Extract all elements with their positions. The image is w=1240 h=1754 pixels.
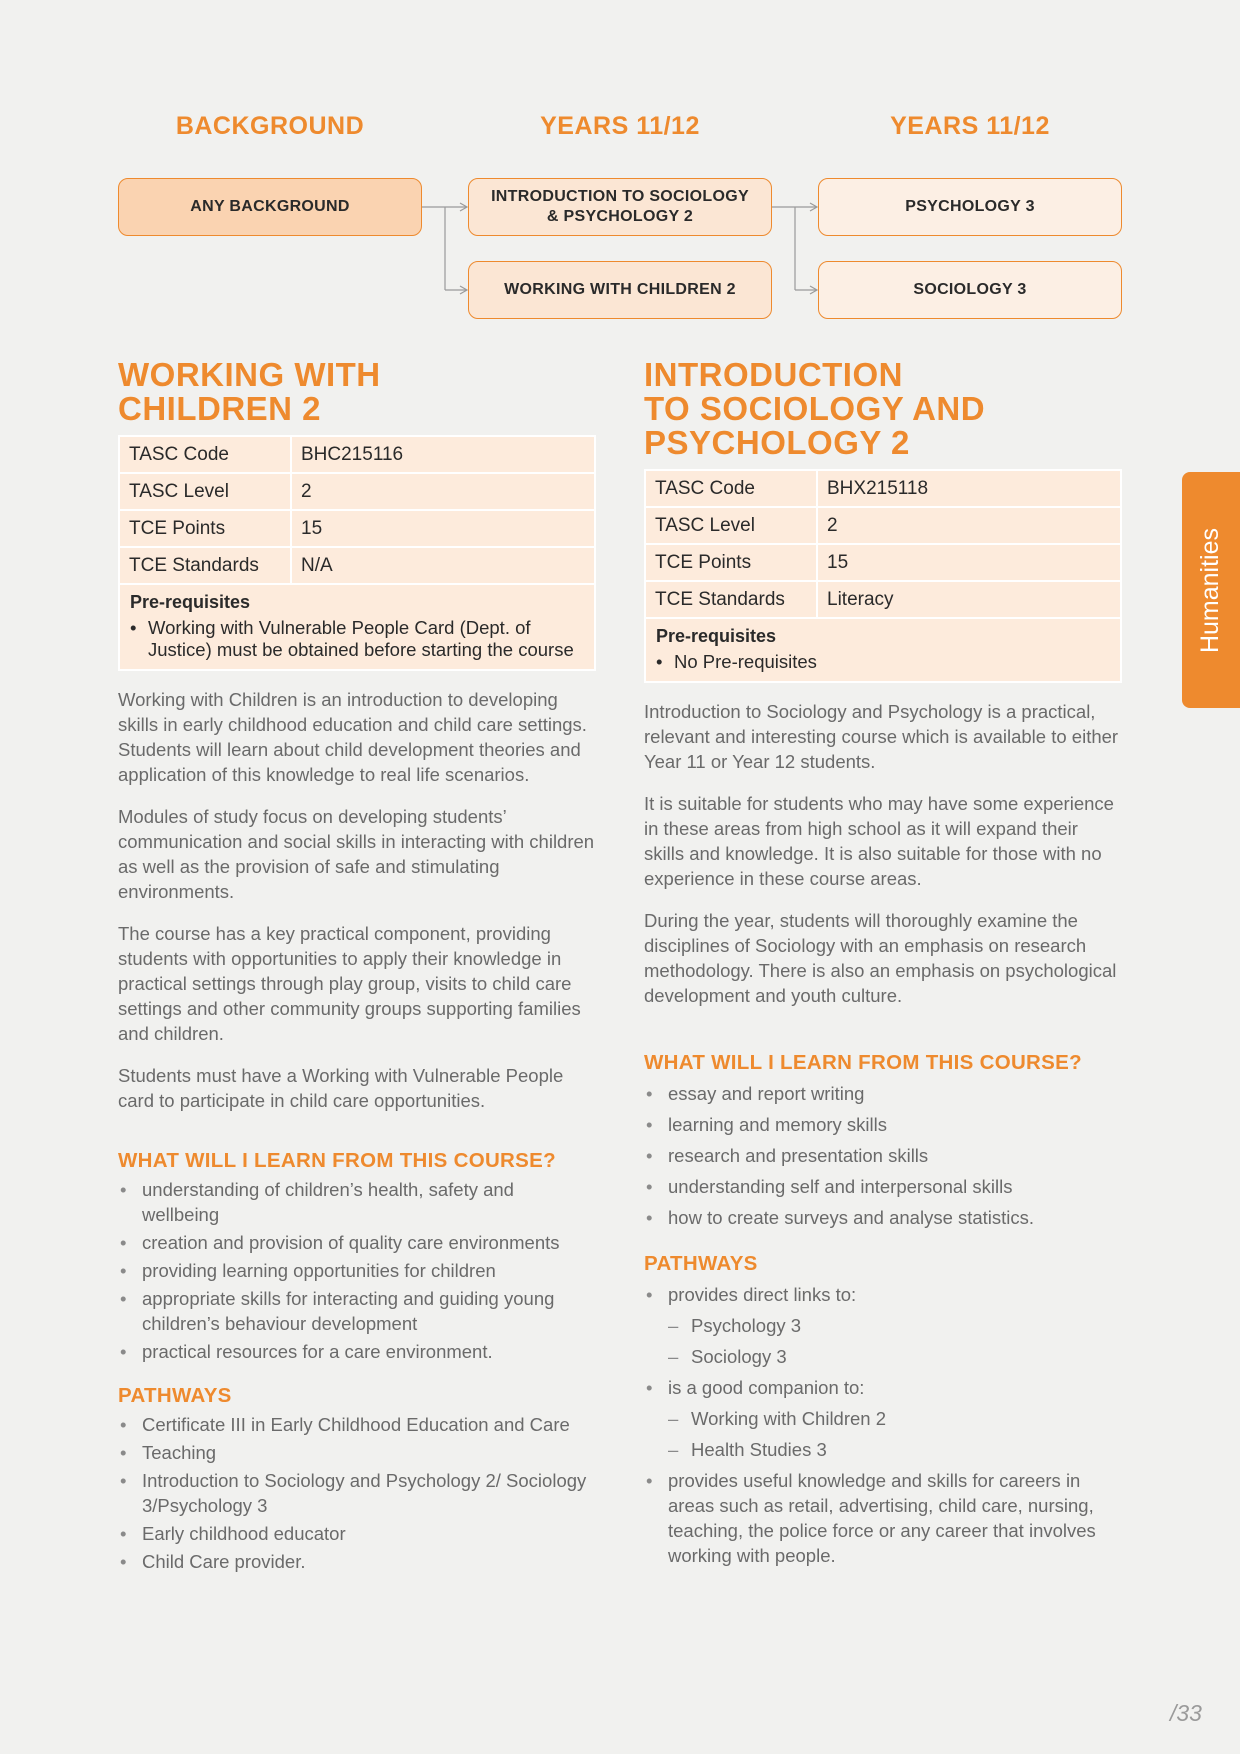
paragraph: During the year, students will thoroughly examine the disciplines of Sociology with an emphasis on research methodology. There is also an emphasis on psychological development and youth culture. (644, 910, 1117, 1006)
right-description (644, 699, 1122, 1008)
flow-box-working-with-children (468, 261, 772, 319)
table-row: TCE Standards Literacy (646, 582, 1120, 617)
list-item: • Early childhood educator (118, 1521, 596, 1546)
flow-box-label: WORKING WITH CHILDREN 2 (504, 281, 736, 298)
list-item: • is a good companion to: (644, 1375, 1122, 1400)
table-row: TASC Level 2 (646, 508, 1120, 543)
list-item: • provides direct links to: (644, 1282, 1122, 1307)
list-item: • research and presentation skills (644, 1143, 1122, 1168)
prereq-title: Pre-requisites (656, 626, 777, 646)
table-row: TCE Standards N/A (120, 548, 594, 583)
list-item: • appropriate skills for interacting and guiding young children’s behaviour development (118, 1286, 596, 1336)
left-pathways-list (118, 1412, 596, 1574)
list-item: • Teaching (118, 1440, 596, 1465)
flow-box-label: SOCIOLOGY 3 (913, 281, 1027, 298)
right-pathways-list (644, 1282, 1122, 1568)
table-row: TASC Code BHC215116 (120, 437, 594, 472)
prereq-row (646, 619, 1120, 681)
flow-box-label: PSYCHOLOGY 3 (905, 198, 1035, 215)
table-row: TASC Code BHX215118 (646, 471, 1120, 506)
right-learn-heading: WHAT WILL I LEARN FROM THIS COURSE? (644, 1051, 1082, 1074)
list-subitem: – Psychology 3 (644, 1313, 1122, 1338)
flow-box-any-background (118, 178, 422, 236)
list-subitem: – Working with Children 2 (644, 1406, 1122, 1431)
left-column (118, 358, 596, 1574)
prereq-title: Pre-requisites (130, 592, 251, 612)
flow-box-psychology-3 (818, 178, 1122, 236)
paragraph: Modules of study focus on developing students’ communication and social skills in interacting with children as well as the provision of safe and stimulating environments. (118, 806, 595, 902)
table-row: TASC Level 2 (120, 474, 594, 509)
list-item: • provides useful knowledge and skills for careers in areas such as retail, advertising, child care, nursing, teaching, the police force or any career that involves working with people. (644, 1468, 1122, 1568)
list-item: • Certificate III in Early Childhood Education and Care (118, 1412, 596, 1437)
left-course-title: WORKING WITH CHILDREN 2 (118, 356, 381, 427)
flow-box-intro-sociology-psychology (468, 178, 772, 236)
list-item: • essay and report writing (644, 1081, 1122, 1106)
paragraph: It is suitable for students who may have some experience in these areas from high school as it will expand their skills and knowledge. It is also suitable for those with no experience in these course areas. (644, 793, 1114, 889)
paragraph: The course has a key practical component, providing students with opportunities to apply their knowledge in practical settings through play group, visits to child care settings and other community groups supporting families and children. (118, 923, 581, 1044)
left-description (118, 687, 596, 1113)
table-row: TCE Points 15 (120, 511, 594, 546)
list-item: • how to create surveys and analyse statistics. (644, 1205, 1122, 1230)
list-subitem: – Health Studies 3 (644, 1437, 1122, 1462)
prereq-item: • No Pre-requisites (656, 651, 1110, 673)
right-course-title: INTRODUCTION TO SOCIOLOGY AND PSYCHOLOGY 2 (644, 356, 986, 461)
list-item: • understanding self and interpersonal skills (644, 1174, 1122, 1199)
left-learn-list (118, 1177, 596, 1364)
list-item: • understanding of children’s health, safety and wellbeing (118, 1177, 596, 1227)
list-item: • creation and provision of quality care environments (118, 1230, 596, 1255)
table-row: TCE Points 15 (646, 545, 1120, 580)
paragraph: Introduction to Sociology and Psychology is a practical, relevant and interesting course which is available to either Year 11 or Year 12 students. (644, 701, 1119, 772)
right-column (644, 358, 1122, 1568)
paragraph: Working with Children is an introduction to developing skills in early childhood education and child care settings. Students will learn about child development theories and application of this knowledge to real life scenarios. (118, 689, 587, 785)
left-tasc-table (118, 435, 596, 671)
right-tasc-table (644, 469, 1122, 683)
section-tab-label: Humanities (1196, 527, 1225, 653)
flow-header-background: BACKGROUND (175, 112, 365, 140)
list-item: • Child Care provider. (118, 1549, 596, 1574)
humanities-section-tab (1182, 472, 1240, 708)
flow-box-label: ANY BACKGROUND (190, 198, 350, 215)
list-item: • Introduction to Sociology and Psychology 2/ Sociology 3/Psychology 3 (118, 1468, 596, 1518)
prereq-row (120, 585, 594, 669)
paragraph: Students must have a Working with Vulnerable People card to participate in child care opportunities. (118, 1065, 564, 1111)
list-item: • practical resources for a care environment. (118, 1339, 596, 1364)
flow-header-years-1: YEARS 11/12 (540, 112, 700, 140)
left-learn-heading: WHAT WILL I LEARN FROM THIS COURSE? (118, 1149, 556, 1172)
page-number: /33 (1170, 1700, 1202, 1726)
list-item: • learning and memory skills (644, 1112, 1122, 1137)
list-subitem: – Sociology 3 (644, 1344, 1122, 1369)
list-item: • providing learning opportunities for children (118, 1258, 596, 1283)
flow-header-years-2: YEARS 11/12 (890, 112, 1050, 140)
right-pathways-heading: PATHWAYS (644, 1252, 758, 1275)
prereq-item: • Working with Vulnerable People Card (Dept. of Justice) must be obtained before starting the course (130, 617, 584, 661)
right-learn-list (644, 1081, 1122, 1230)
flow-box-sociology-3 (818, 261, 1122, 319)
flow-box-label: INTRODUCTION TO SOCIOLOGY & PSYCHOLOGY 2 (491, 188, 749, 225)
left-pathways-heading: PATHWAYS (118, 1384, 232, 1407)
